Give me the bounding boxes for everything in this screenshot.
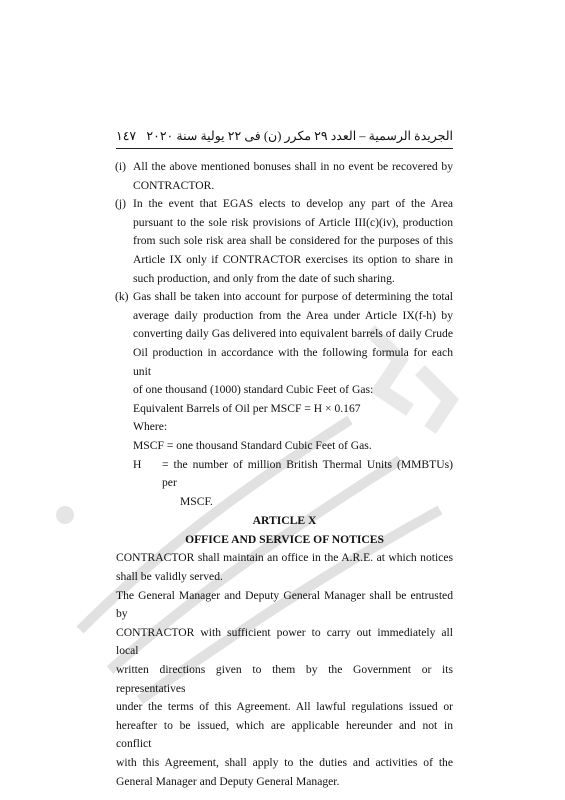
text-line: such production, and only from the date of such sharing.	[133, 271, 395, 285]
text-line: Article IX only if CONTRACTOR exercises its option to share in	[133, 252, 453, 266]
item-label: (k)	[115, 290, 129, 304]
article-number: ARTICLE X	[252, 514, 317, 528]
text-line: hereafter to be issued, which are applicable hereunder and not in conflict	[116, 718, 453, 751]
mscf-definition: MSCF = one thousand Standard Cubic Feet of Gas.	[133, 438, 372, 452]
document-body	[116, 158, 453, 791]
text-line: written directions given to them by the Government or its representatives	[116, 663, 453, 695]
text-line: General Manager and Deputy General Manager.	[116, 774, 340, 788]
formula-where: Where:	[133, 420, 168, 434]
item-label: (j)	[115, 197, 126, 211]
list-item	[116, 288, 453, 511]
h-definition-cont: MSCF.	[180, 494, 213, 508]
text-line: All the above mentioned bonuses shall in no event be recovered by	[133, 160, 453, 173]
text-line: shall be validly served.	[116, 570, 223, 584]
text-line: CONTRACTOR.	[133, 178, 215, 192]
text-line: under the terms of this Agreement. All lawful regulations issued or	[116, 700, 453, 714]
formula-equation: Equivalent Barrels of Oil per MSCF = H × 0.167	[133, 401, 361, 415]
paragraph	[116, 587, 453, 792]
paragraph	[116, 549, 453, 586]
h-symbol: H	[133, 457, 142, 471]
text-line: Gas shall be taken into account for purpose of determining the total	[133, 290, 453, 304]
text-line: converting daily Gas delivered into equivalent barrels of daily Crude	[133, 327, 453, 341]
text-line: CONTRACTOR with sufficient power to carry out immediately all local	[116, 625, 453, 658]
text-line: average daily production from the Area under Article IX(f-h) by	[133, 308, 453, 322]
text-line: Oil production in accordance with the following formula for each unit	[133, 345, 453, 378]
h-definition	[133, 456, 453, 493]
text-line: from such sole risk area shall be considered for the purposes of this	[133, 234, 453, 248]
item-label: (i)	[115, 160, 126, 173]
text-line: pursuant to the sole risk provisions of Article III(c)(iv), production	[133, 215, 453, 229]
text-line: with this Agreement, shall apply to the duties and activities of the	[116, 756, 453, 769]
text-line: of one thousand (1000) standard Cubic Feet of Gas:	[133, 383, 374, 397]
text-line: The General Manager and Deputy General Manager shall be entrusted by	[116, 588, 453, 621]
text-line: In the event that EGAS elects to develop any part of the Area	[133, 197, 453, 211]
list-item	[116, 158, 453, 195]
list-item	[116, 195, 453, 288]
gazette-title: الجريدة الرسمية – العدد ٢٩ مكرر (ن) فى ٢٢ يولية سنة ٢٠٢٠	[146, 129, 453, 143]
article-title: OFFICE AND SERVICE OF NOTICES	[185, 532, 384, 546]
header-divider	[116, 148, 453, 149]
h-definition-text: = the number of million British Thermal Units (MMBTUs) per	[162, 457, 453, 490]
page-number: ١٤٧	[116, 129, 137, 143]
text-line: CONTRACTOR shall maintain an office in the A.R.E. at which notices	[116, 551, 453, 565]
page-header	[116, 128, 453, 150]
